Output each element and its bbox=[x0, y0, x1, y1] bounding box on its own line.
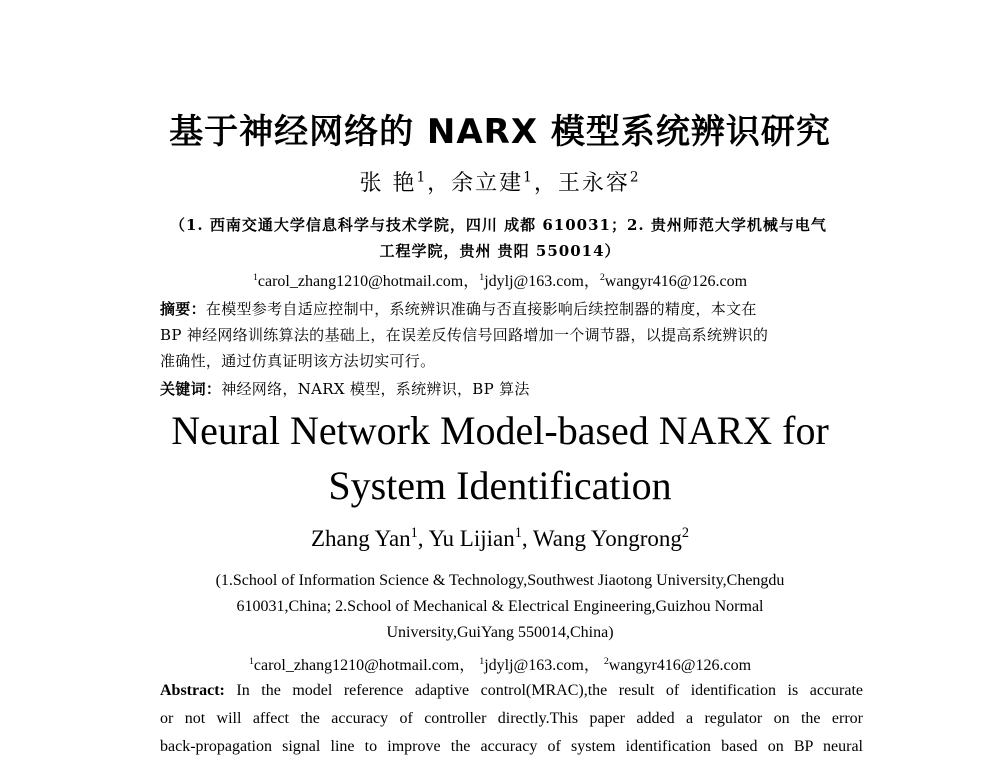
english-abstract-label: Abstract: bbox=[160, 682, 225, 699]
chinese-abstract-text: 在模型参考自适应控制中，系统辨识准确与否直接影响后续控制器的精度，本文在 bbox=[205, 300, 757, 318]
chinese-affiliation-line: 工程学院，贵州 贵阳 550014） bbox=[379, 242, 621, 260]
english-abstract-line: or not will affect the accuracy of controller directly.This paper added a regulator on the error bbox=[160, 710, 863, 727]
author-name: Zhang Yan bbox=[311, 526, 411, 551]
english-title-line: Neural Network Model-based NARX for bbox=[171, 408, 829, 453]
chinese-abstract-line: 准确性，通过仿真证明该方法切实可行。 bbox=[160, 352, 436, 370]
chinese-title: 基于神经网络的 NARX 模型系统辨识研究 bbox=[169, 112, 831, 152]
english-abstract-text: In the model reference adaptive control(MRAC),the result of identification is accurate bbox=[236, 682, 863, 699]
email-address: wangyr416@126.com bbox=[604, 273, 748, 290]
english-emails: $^1$carol_zhang1210@hotmail.com， $^1$jdylj@163.com， $^2$wangyr416@126.com bbox=[248, 655, 752, 674]
author-name: 王永容 bbox=[557, 171, 630, 196]
chinese-emails: $^1$carol_zhang1210@hotmail.com，$^1$jdylj@163.com，$^2$wangyr416@126.com bbox=[252, 271, 748, 290]
chinese-abstract-line: BP 神经网络训练算法的基础上，在误差反传信号回路增加一个调节器，以提高系统辨识的 bbox=[160, 326, 769, 344]
chinese-affiliation-line: （1. 西南交通大学信息科学与技术学院，四川 成都 610031；2. 贵州师范大学机械与电气 bbox=[170, 216, 827, 234]
author-name: 张 艳 bbox=[359, 171, 417, 196]
author-affiliation-mark: 2 bbox=[629, 169, 641, 186]
author-affiliation-mark: 2 bbox=[681, 525, 689, 542]
author-name: 余立建 bbox=[451, 171, 524, 196]
english-affiliation-line: (1.School of Information Science & Technology,Southwest Jiaotong University,Chengdu bbox=[215, 572, 785, 589]
author-affiliation-mark: 1 bbox=[523, 169, 534, 186]
email-address: wangyr416@126.com bbox=[608, 657, 752, 674]
email-affiliation-mark: 1 bbox=[479, 271, 485, 283]
english-abstract-line: back-propagation signal line to improve the accuracy of system identification based on BP neural bbox=[160, 738, 863, 755]
email-address: jdylj@163.com bbox=[484, 657, 584, 674]
author-affiliation-mark: 1 bbox=[416, 169, 428, 186]
english-affiliation-line: 610031,China; 2.School of Mechanical & Electrical Engineering,Guizhou Normal bbox=[236, 598, 764, 615]
english-abstract-line bbox=[160, 682, 863, 700]
author-name: Wang Yongrong bbox=[532, 526, 682, 551]
chinese-keywords-label: 关键词： bbox=[160, 380, 222, 398]
email-address: jdylj@163.com bbox=[484, 273, 584, 290]
email-affiliation-mark: 1 bbox=[248, 655, 254, 667]
chinese-abstract-label: 摘要： bbox=[160, 300, 206, 318]
author-name: Yu Lijian bbox=[428, 526, 515, 551]
english-authors: Zhang Yan$^1$, Yu Lijian$^1$, Wang Yongrong$^2$ bbox=[311, 525, 689, 551]
email-affiliation-mark: 2 bbox=[603, 655, 609, 667]
author-affiliation-mark: 1 bbox=[410, 525, 418, 542]
english-title-line: System Identification bbox=[328, 463, 672, 508]
email-address: carol_zhang1210@hotmail.com bbox=[257, 273, 464, 290]
author-affiliation-mark: 1 bbox=[514, 525, 522, 542]
chinese-authors: 张 艳$^1$，余立建$^1$，王永容$^2$ bbox=[359, 169, 641, 196]
email-address: carol_zhang1210@hotmail.com bbox=[253, 657, 460, 674]
email-affiliation-mark: 2 bbox=[599, 271, 605, 283]
email-affiliation-mark: 1 bbox=[252, 271, 258, 283]
chinese-keywords-text: 神经网络，NARX 模型，系统辨识，BP 算法 bbox=[221, 380, 530, 398]
email-affiliation-mark: 1 bbox=[479, 655, 485, 667]
chinese-keywords bbox=[160, 378, 530, 399]
english-affiliation-line: University,GuiYang 550014,China) bbox=[386, 624, 614, 641]
chinese-abstract-line bbox=[160, 298, 757, 319]
